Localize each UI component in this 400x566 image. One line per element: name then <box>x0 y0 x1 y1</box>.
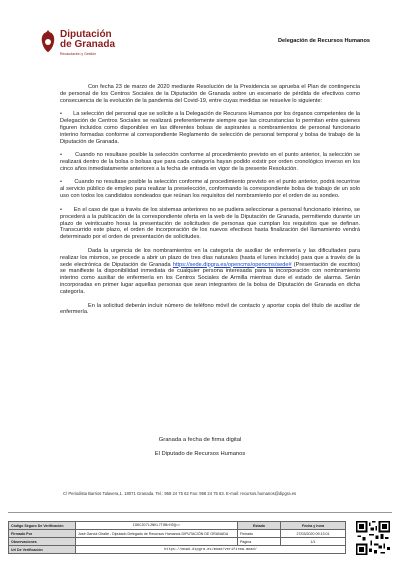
logo-text-line1: Diputación <box>60 29 112 40</box>
pagina-value: 1/1 <box>281 538 346 546</box>
signature-date: Granada a fecha de firma digital <box>158 437 242 443</box>
csv-value: IGKC2D7L2NKL7T8BrHDQ== <box>76 522 238 530</box>
document-body <box>60 84 360 323</box>
sede-electronica-link[interactable]: https://sede.dipgra.es/opencms/opencms/sede# <box>172 261 292 268</box>
firmado-estado: Firmado <box>238 530 281 538</box>
department-name: Delegación de Recursos Humanos <box>277 38 370 44</box>
observaciones-value <box>76 538 238 546</box>
fecha-header: Fecha y hora <box>281 522 346 530</box>
intro-paragraph: Con fecha 23 de marzo de 2020 mediante Resolución de la Presidencia se aprueba el Plan de contingencia de personal de los Centros Sociales de la Diputación de Granada sobre un escenario de pérdida de efectivos como consecuencia de la evolución de la pandemia del Covid-19, entre cuyas medidas se resuelve lo siguiente: <box>60 84 360 104</box>
url-label: Url De Verificación <box>9 546 76 554</box>
measure-paragraph-2: • Cuando no resultase posible la selección conforme al procedimiento previsto en el punto anterior, la selección se realizará dentro de la bolsa o bolsas que para cada categoría hayan podido existir por orden cronológico inverso en los cinco años inmediatamente anteriores a la fecha de entrada en vigor de la presente Resolución. <box>60 152 360 173</box>
signature-title: El Diputado de Recursos Humanos <box>154 451 246 457</box>
measure-text-3: Cuando no resultase posible la selección conforme al procedimiento previsto en el punto anterior, podrá recurrirse al servicio público de empleo para realizar la preselección, conformando la correspondiente bolsa de trabajo de un solo uso con todos los candidatos sondeados que reúnan los requisitos del nombramiento por el orden de su sondeo. <box>60 179 360 200</box>
measure-text-1: La selección del personal que se solicite a la Delegación de Recursos Humanos por los órganos competentes de la Delegación de Centros Sociales se realizará preferentemente siempre que las circunstancias lo permitan entre quienes figuren incluidos como disponibles en las diferentes bolsas de aspirantes a nombramientos de personal funcionario interino formadas conforme al correspondiente Reglamento de selección de personal temporal y bolsa de trabajo de la Diputación de Granada. <box>60 111 360 145</box>
urgency-paragraph <box>60 248 360 296</box>
logo-subtitle: Recaudación y Gestión <box>60 52 97 56</box>
observaciones-label: Observaciones <box>9 538 76 546</box>
firmado-value: José García Giralte - Diputado Delegado de Recursos Humanos DIPUTACIÓN DE GRANADA <box>76 530 238 538</box>
measure-paragraph-4: • En el caso de que a través de los sistemas anteriores no se pudiera seleccionar a personal funcionario interino, se procederá a la publicación de la correspondiente oferta en la web de la Diputación de Granada, permitiendo durante un plazo de veinticuatro horas la presentación de solicitudes de personas que cumplan los requisitos que se definan. Transcurrido este plazo, el orden de incorporación de los nuevos efectivos hasta finalización del llamamiento vendrá determinado por el orden de presentación de solicitudes. <box>60 206 360 241</box>
measure-text-4: En el caso de que a través de los sistemas anteriores no se pudiera seleccionar a personal funcionario interino, se procederá a la publicación de la correspondiente oferta en la web de la Diputación de Granada, permitiendo durante un plazo de veinticuatro horas la presentación de solicitudes de personas que cumplan los requisitos que se definan. Transcurrido este plazo, el orden de incorporación de los nuevos efectivos hasta finalización del llamamiento vendrá determinado por el orden de presentación de solicitudes. <box>60 206 360 241</box>
pagina-label: Página <box>238 538 281 546</box>
url-value[interactable]: https://moad.dipgra.es/moad/verifirma-moad/ <box>76 546 346 554</box>
closing-paragraph: En la solicitud deberán incluir número de teléfono móvil de contacto y aportar copia del título de auxiliar de enfermería. <box>60 302 360 316</box>
pomegranate-icon <box>40 30 56 54</box>
firmado-label: Firmado Por <box>9 530 76 538</box>
footer-divider <box>8 512 392 513</box>
measure-paragraph-3: • Cuando no resultase posible la selección conforme al procedimiento previsto en el punto anterior, podrá recurrirse al servicio público de empleo para realizar la preselección, conformando la correspondiente bolsa de trabajo de un solo uso con todos los candidatos sondeados que reúnan los requisitos del nombramiento por el orden de su sondeo. <box>60 179 360 200</box>
measure-paragraph-1: • La selección del personal que se solicite a la Delegación de Recursos Humanos por los órganos competentes de la Delegación de Centros Sociales se realizará preferentemente siempre que las circunstancias lo permitan entre quienes figuren incluidos como disponibles en las diferentes bolsas de aspirantes a nombramientos de personal funcionario interino formadas conforme al correspondiente Reglamento de selección de personal temporal y bolsa de trabajo de la Diputación de Granada. <box>60 111 360 145</box>
verification-table <box>8 521 346 554</box>
qr-code-icon <box>356 521 390 555</box>
estado-header: Estado <box>238 522 281 530</box>
footer-address: C/ Periodista Barrios Talavera,1. 18071 Granada. Tel.: 958 24 75 62 Fax: 958 24 75 63. E-mail: recursos.humanos@dipgra.es <box>63 491 297 496</box>
urgency-text-before: Dada la urgencia de los nombramientos en la categoría de auxiliar de enfermería y las dificultades para realizar los mismos, se procede a abrir un plazo de tres días naturales (hasta el lunes incluido) para que a través de la sede electrónica de Diputación de Granada <box>60 247 360 268</box>
firmado-fecha: 27/03/2020 09:13:01 <box>281 530 346 538</box>
logo-text-line2: de Granada <box>60 39 116 50</box>
letterhead <box>40 28 370 62</box>
csv-label: Código Seguro De Verificación <box>9 522 76 530</box>
measure-text-2: Cuando no resultase posible la selección conforme al procedimiento previsto en el punto anterior, la selección se realizará dentro de la bolsa o bolsas que para cada categoría hayan podido existir por orden cronológico inverso en los cinco años inmediatamente anteriores a la fecha de entrada en vigor de la presente Resolución. <box>60 152 360 173</box>
urgency-text-after: (Presentación de escritos) se manifieste la disponibilidad inmediata de cualquier persona interesada para la incorporación con nombramiento interino como auxiliar de enfermería en los Centros Sociales de Armilla mientras dure el estado de alarma. Serán incorporadas en primer lugar aquellas personas que sean integrantes de la bolsa de Diputación de Granada en dicha categoría. <box>60 261 360 296</box>
diputacion-logo <box>40 28 130 62</box>
